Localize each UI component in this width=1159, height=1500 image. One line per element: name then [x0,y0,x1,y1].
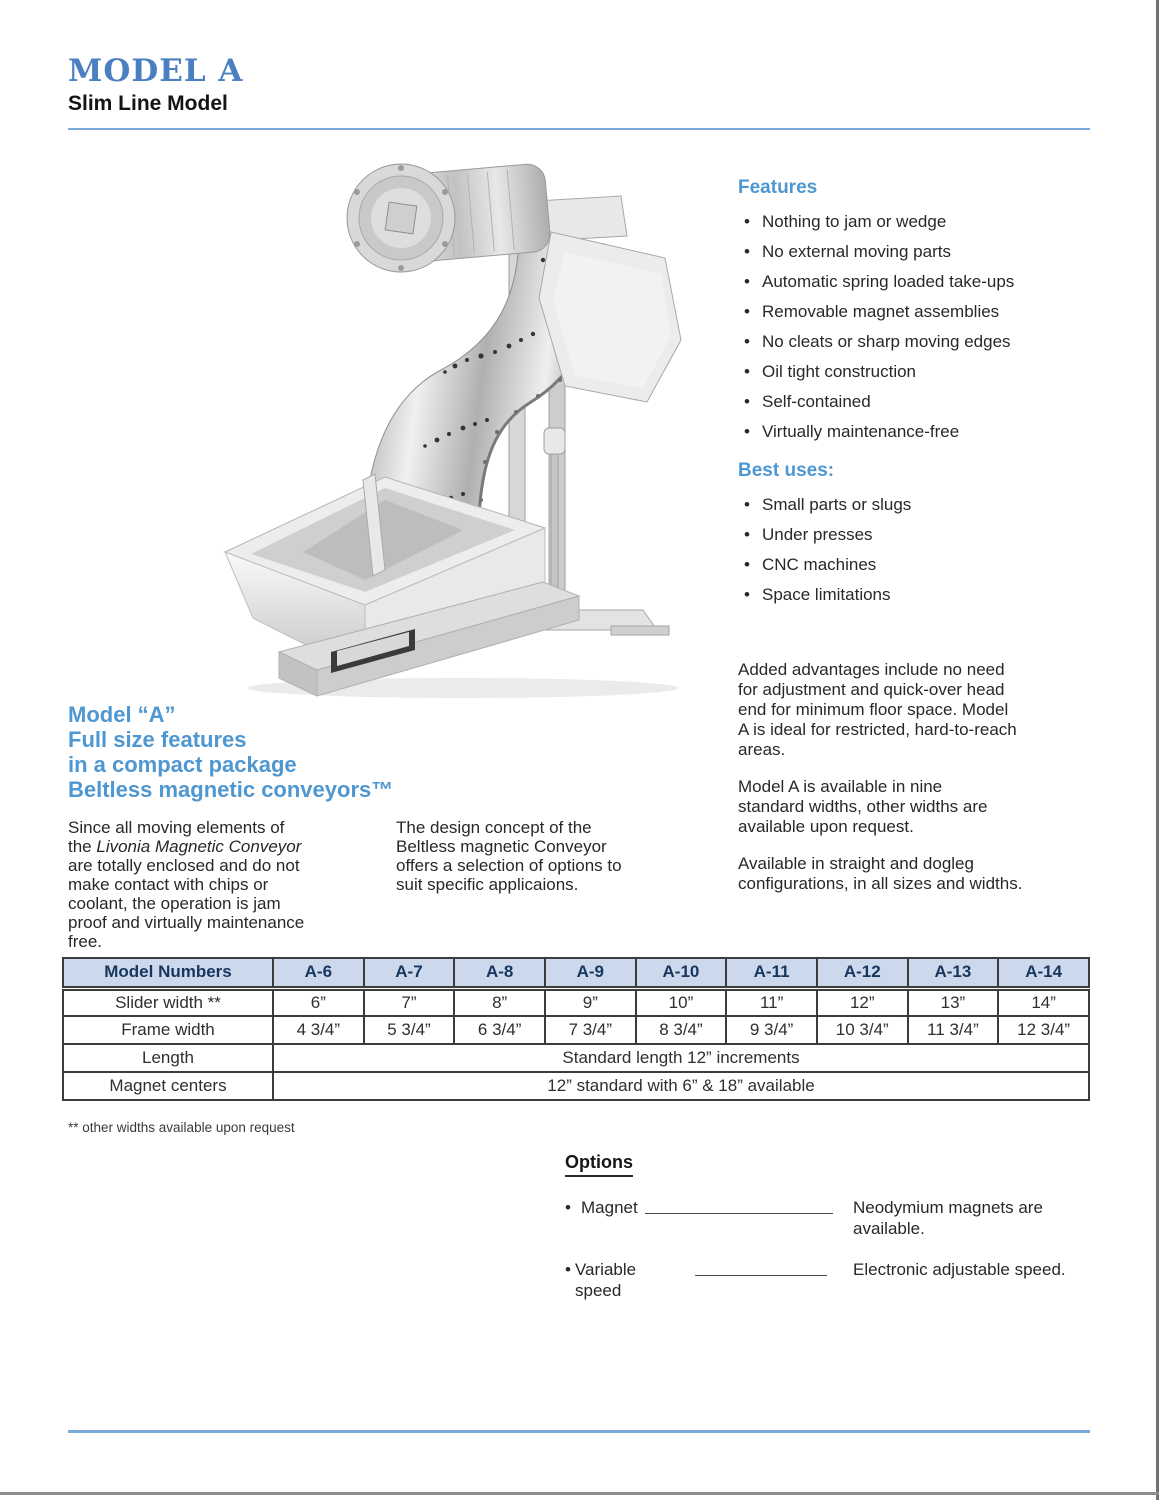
cell: 4 3/4” [273,1016,364,1044]
best-use-item [738,490,1106,520]
feature-item [738,207,1106,237]
feature-text: No cleats or sharp moving edges [762,332,1011,351]
paragraph-line: standard widths, other widths are [738,797,988,816]
table-footnote: ** other widths available upon request [68,1120,295,1135]
option-rule-area [645,1197,837,1214]
intro-heading-line: Full size features [68,727,247,752]
option-label-text: Magnet [581,1198,638,1217]
bullet-icon: • [744,302,750,321]
fill-in-line [645,1213,833,1214]
body-line [68,837,398,856]
feature-text: No external moving parts [762,242,951,261]
cell: 10 3/4” [817,1016,908,1044]
best-use-item [738,520,1106,550]
intro-heading [68,702,488,802]
best-use-text: Small parts or slugs [762,495,912,514]
table-row [63,1016,1089,1044]
body-text: the [68,837,97,856]
header-cell: A-13 [908,958,999,988]
paragraph-line: areas. [738,740,786,759]
option-rule-area [645,1259,837,1276]
cell: 6 3/4” [454,1016,545,1044]
cell: 6” [273,988,364,1016]
features-list [738,207,1106,447]
header-cell: A-11 [726,958,817,988]
options-heading: Options [565,1152,633,1177]
bullet-icon: • [744,525,750,544]
cell: 9 3/4” [726,1016,817,1044]
header-cell: A-10 [636,958,727,988]
feature-item [738,417,1106,447]
spec-table [62,957,1090,1101]
bullet-icon: • [565,1260,571,1279]
page-title: MODEL A [68,53,244,89]
body-line: Since all moving elements of [68,818,285,837]
paragraph-line: Added advantages include no need [738,660,1005,679]
table-row [63,1072,1089,1100]
feature-item [738,267,1106,297]
options-section [565,1152,1095,1301]
paragraph [738,660,1106,760]
row-label: Slider width ** [63,988,273,1016]
header-cell: A-6 [273,958,364,988]
bullet-icon: • [744,392,750,411]
paragraph-line: for adjustment and quick-over head [738,680,1005,699]
feature-text: Virtually maintenance-free [762,422,960,441]
cell: 12 3/4” [998,1016,1089,1044]
best-uses-list [738,490,1106,610]
cell: 11” [726,988,817,1016]
table-row [63,1044,1089,1072]
advantages-paragraphs [738,660,1106,894]
best-uses-heading: Best uses: [738,460,835,481]
paragraph-line: Available in straight and dogleg [738,854,974,873]
best-use-item [738,580,1106,610]
feature-text: Self-contained [762,392,871,411]
scan-edge-bottom [0,1492,1159,1495]
paragraph-line: end for minimum floor space. Model [738,700,1009,719]
paragraph [738,777,1106,837]
bullet-icon: • [744,585,750,604]
intro-heading-line: Beltless magnetic conveyors™ [68,777,394,802]
table-row [63,988,1089,1016]
feature-text: Oil tight construction [762,362,917,381]
body-line: make contact with chips or [68,875,269,894]
page-subtitle: Slim Line Model [68,92,228,115]
body-line: coolant, the operation is jam [68,894,281,913]
bullet-icon: • [744,422,750,441]
intro-column-2 [396,818,716,894]
cell: 7 3/4” [545,1016,636,1044]
cell: 8” [454,988,545,1016]
header-cell: A-8 [454,958,545,988]
features-heading: Features [738,177,818,198]
paragraph-line: Model A is available in nine [738,777,943,796]
conveyor-photo [213,140,693,705]
body-line: are totally enclosed and do not [68,856,300,875]
paragraph [738,854,1106,894]
cell: 13” [908,988,999,1016]
span-cell: Standard length 12” increments [273,1044,1089,1072]
top-divider [68,128,1090,130]
body-line: suit specific applicaions. [396,875,579,894]
bullet-icon: • [744,332,750,351]
bullet-icon: • [565,1198,571,1217]
intro-heading-line: Model “A” [68,702,176,727]
spec-table-section [62,957,1090,1101]
conveyor-illustration [213,140,693,705]
cell: 11 3/4” [908,1016,999,1044]
best-use-text: CNC machines [762,555,877,574]
best-use-text: Space limitations [762,585,891,604]
bullet-icon: • [744,362,750,381]
span-cell: 12” standard with 6” & 18” available [273,1072,1089,1100]
header-cell: Model Numbers [63,958,273,988]
feature-text: Automatic spring loaded take-ups [762,272,1015,291]
bullet-icon: • [744,555,750,574]
option-item [565,1259,1095,1301]
feature-item [738,327,1106,357]
option-label [565,1259,645,1301]
cell: 5 3/4” [364,1016,455,1044]
option-label-text: Variable speed [574,1260,637,1300]
row-label: Frame width [63,1016,273,1044]
body-line: Beltless magnetic Conveyor [396,837,607,856]
table-header-row [63,958,1089,988]
row-label: Length [63,1044,273,1072]
paragraph-line: A is ideal for restricted, hard-to-reach [738,720,1017,739]
paragraph-line: available upon request. [738,817,914,836]
cell: 7” [364,988,455,1016]
intro-heading-line: in a compact package [68,752,297,777]
best-use-text: Under presses [762,525,873,544]
body-line: The design concept of the [396,818,592,837]
option-description: Electronic adjustable speed. [853,1260,1066,1279]
cell: 12” [817,988,908,1016]
intro-column-1 [68,818,398,951]
bottom-divider [68,1430,1090,1433]
header-cell: A-7 [364,958,455,988]
header-cell: A-12 [817,958,908,988]
bullet-icon: • [744,495,750,514]
cell: 14” [998,988,1089,1016]
cell: 10” [636,988,727,1016]
option-description: Neodymium magnets are available. [853,1198,1043,1238]
right-column [738,177,1106,911]
header-cell: A-14 [998,958,1089,988]
feature-item [738,237,1106,267]
cell: 8 3/4” [636,1016,727,1044]
body-line: proof and virtually maintenance [68,913,305,932]
bullet-icon: • [744,212,750,231]
option-item [565,1197,1095,1239]
best-use-item [738,550,1106,580]
fill-in-line [695,1275,827,1276]
body-line: offers a selection of options to [396,856,622,875]
row-label: Magnet centers [63,1072,273,1100]
paragraph-line: configurations, in all sizes and widths. [738,874,1023,893]
option-label [565,1197,645,1218]
feature-text: Removable magnet assemblies [762,302,1000,321]
cell: 9” [545,988,636,1016]
header-cell: A-9 [545,958,636,988]
bullet-icon: • [744,242,750,261]
feature-item [738,357,1106,387]
feature-text: Nothing to jam or wedge [762,212,947,231]
product-name-italic: Livonia Magnetic Conveyor [96,837,302,856]
body-line: free. [68,932,103,951]
feature-item [738,297,1106,327]
feature-item [738,387,1106,417]
bullet-icon: • [744,272,750,291]
